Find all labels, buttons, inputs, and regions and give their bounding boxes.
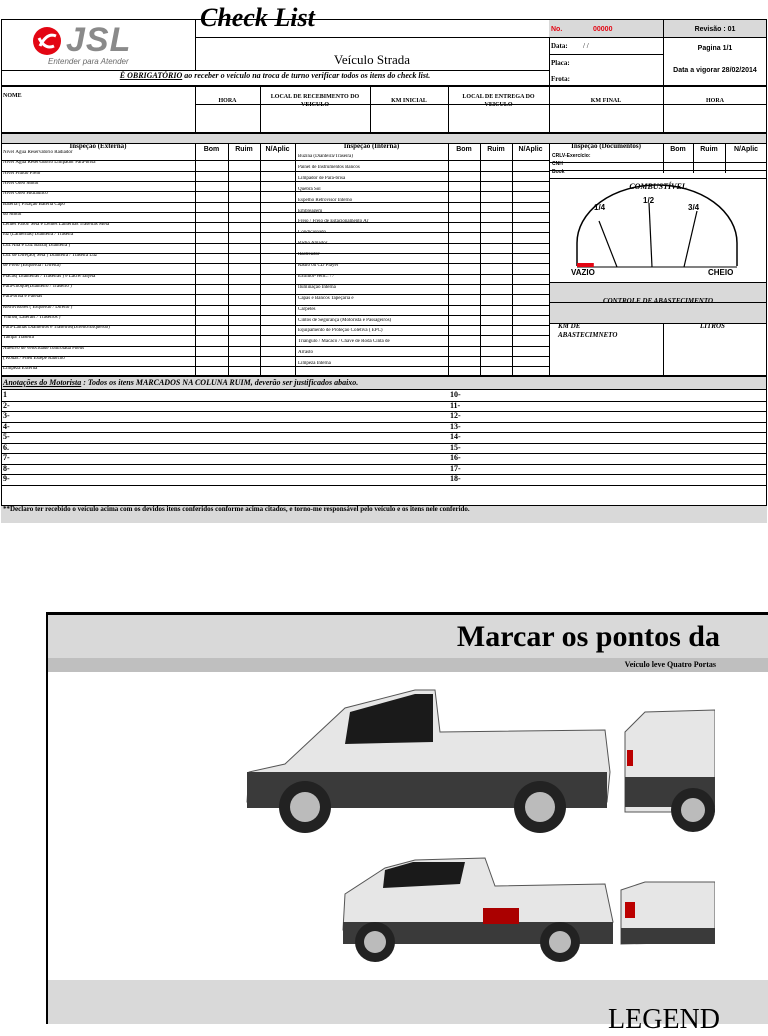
valid-date: Data a vigorar 28/02/2014 bbox=[673, 67, 757, 74]
note-line[interactable]: 17- bbox=[450, 463, 461, 473]
external-item: Para-choque(Dianteiro / Traseiro ) bbox=[3, 283, 72, 289]
external-item: Nível Água Reservatório Limpador Para-brisa bbox=[3, 160, 96, 166]
external-item: Tampa Traseira bbox=[3, 335, 34, 341]
note-line[interactable]: 18- bbox=[450, 474, 461, 483]
doc-na-header: N/Aplic bbox=[733, 146, 759, 153]
external-item: Retrovisores ( Esquerdo / Direito ) bbox=[3, 304, 73, 310]
internal-item: Rastreador bbox=[298, 252, 320, 258]
note-line[interactable]: 15- bbox=[450, 442, 461, 452]
external-inspection-header: Inspeção (Externa) bbox=[69, 142, 127, 150]
fleet-label: Frota: bbox=[551, 75, 570, 83]
internal-item: Triângulo / Macaco / Chave de Roda Cinta de bbox=[298, 339, 390, 345]
external-item: Luz Alta e Luz Baixa( Dianteira ) bbox=[3, 242, 71, 248]
page-number: Pagina 1/1 bbox=[697, 45, 733, 52]
driver-notes-title: Anotações do Motorista : Todos os itens MARCADOS NA COLUNA RUIM, deverão ser justificados abaixo. bbox=[3, 378, 359, 387]
note-line[interactable]: 12- bbox=[450, 411, 461, 420]
external-item: Vidros( Laterais / Traseiros ) bbox=[3, 314, 61, 320]
declaration-text: **Declaro ter recebido o veículo acima com os devidos itens conferidos conforme acima citados, e torno-me responsável pelo veículo e os itens nele conferido. bbox=[3, 505, 470, 513]
revision: Revisão : 01 bbox=[694, 26, 736, 33]
note-line[interactable]: 16- bbox=[450, 453, 461, 462]
internal-item: Espelho Retrovisor Interno bbox=[298, 197, 353, 203]
document-item: CNH bbox=[552, 161, 563, 167]
internal-item: Embreagem bbox=[298, 208, 323, 214]
fuel-title: COMBUSTÍVEL bbox=[629, 182, 687, 191]
fuel-three-quarter-label: 3/4 bbox=[688, 203, 700, 212]
internal-item: Capas e Bancos Tapeçaria e bbox=[298, 295, 354, 301]
external-item: Nível Água Reservatório Radiador bbox=[3, 150, 73, 155]
note-line[interactable]: 6. bbox=[3, 442, 9, 452]
date-label: Data: bbox=[551, 42, 568, 50]
internal-item: Freio / Freio de Estacionamento Ar bbox=[298, 219, 369, 225]
fuel-gauge bbox=[549, 181, 767, 282]
internal-item: Carpetes bbox=[298, 306, 316, 312]
external-item: Placas( Dianteiras / Traseiras ) e Lacre/Tarjeta bbox=[3, 273, 96, 279]
note-line[interactable]: 11- bbox=[450, 400, 461, 410]
legend-title: LEGEND bbox=[608, 1004, 720, 1035]
company-logo: JSL Entender para Atender bbox=[30, 22, 160, 66]
external-item: Luz de Direção( Seta ) Dianteira / Traseira Luz bbox=[3, 253, 98, 258]
external-item: Limpeza Externa bbox=[3, 366, 38, 372]
external-item: Adesivo de velocidade controlada Pneus bbox=[3, 345, 85, 351]
note-line[interactable]: 9- bbox=[3, 474, 10, 483]
internal-item: Arrasto bbox=[298, 350, 313, 356]
vehicle-model: Veículo Strada bbox=[333, 52, 411, 67]
external-item: Nível Óleo Hidráulico bbox=[3, 191, 48, 197]
note-line[interactable]: 13- bbox=[450, 421, 461, 431]
internal-item: Limpeza Interna bbox=[298, 361, 331, 367]
internal-item: Rádio Amador bbox=[298, 241, 328, 247]
fuel-gauge-arc-icon bbox=[549, 181, 767, 282]
number-label: No. bbox=[551, 26, 563, 33]
external-item: Para-Lamas Dianteiros e Traseiros(Direito/Esquerdo) bbox=[3, 325, 110, 331]
note-line[interactable]: 4- bbox=[3, 421, 10, 431]
pickup-location-label: LOCAL DE RECEBIMENTO DO VEICULO bbox=[270, 94, 360, 108]
ext-bad-header: Ruim bbox=[235, 146, 253, 153]
external-item: Para-brisa e Paletas bbox=[3, 294, 43, 300]
final-km-label: KM FINAL bbox=[590, 98, 622, 104]
internal-item: Rádio ou CD Player bbox=[298, 263, 339, 268]
internal-item: Quebra Sol bbox=[298, 186, 321, 192]
name-field[interactable] bbox=[2, 105, 194, 132]
external-item: Nível Óleo Motor bbox=[3, 180, 39, 186]
internal-item: Iluminação Interna bbox=[298, 284, 336, 290]
pickup-side-view-icon bbox=[225, 672, 715, 980]
name-label: NOME bbox=[3, 93, 22, 99]
refuel-liters-label: LITROS bbox=[700, 322, 725, 330]
internal-item: Cintos de Segurança (Motorista e Passageiros) bbox=[298, 317, 392, 323]
mandatory-notice: É OBRIGATÓRIO ao receber o veículo na troca de turno verificar todos os itens do check list. bbox=[119, 71, 431, 80]
time-label-2: HORA bbox=[706, 98, 724, 104]
ext-good-header: Bom bbox=[203, 146, 220, 153]
plate-label: Placa: bbox=[551, 59, 570, 67]
fuel-full-label: CHEIO bbox=[708, 268, 734, 277]
fuel-half-label: 1/2 bbox=[643, 196, 655, 205]
int-good-header: Bom bbox=[456, 146, 472, 153]
int-na-header: N/Aplic bbox=[518, 146, 543, 153]
note-line[interactable]: 7- bbox=[3, 453, 10, 462]
int-bad-header: Ruim bbox=[487, 146, 505, 153]
note-line[interactable]: 2- bbox=[3, 400, 10, 410]
external-item: ( Rodas / Pneu Estepe Rabicho bbox=[3, 356, 65, 361]
note-line[interactable]: 1 bbox=[3, 390, 7, 399]
note-line[interactable]: 5- bbox=[3, 432, 10, 441]
checklist-title: Check List bbox=[200, 3, 315, 32]
internal-item: Equipamento de Proteção Coletiva ( EPC) bbox=[298, 328, 383, 334]
external-item: Bateria ( Fixação Bateria Capô bbox=[3, 201, 65, 207]
initial-km-label: KM INICIAL bbox=[391, 98, 427, 104]
refuel-km-label: KM DE ABASTECIMNETO bbox=[558, 322, 618, 339]
external-item: de Freio (Esquerda / Direita) bbox=[3, 263, 61, 269]
internal-item: Condicionado bbox=[298, 230, 327, 236]
dropoff-location-label: LOCAL DE ENTREGA DO VEICULO bbox=[462, 94, 535, 108]
time-label: HORA bbox=[218, 98, 237, 104]
external-item: Lentes Farol/ Seta e Lentes Lanternas Traseiras Meia bbox=[3, 222, 110, 228]
fuel-quarter-label: 1/4 bbox=[594, 203, 606, 212]
doc-good-header: Bom bbox=[670, 146, 686, 153]
page2-subtitle: Veículo leve Quatro Portas bbox=[624, 660, 716, 669]
logo-swoosh-icon bbox=[30, 24, 64, 58]
note-line[interactable]: 3- bbox=[3, 411, 10, 420]
external-item: luz (Lanternas) Dianteira / Traseira bbox=[3, 232, 74, 238]
internal-item: Buzina (Dianteira/Traseira) bbox=[298, 154, 353, 159]
note-line[interactable]: 10- bbox=[450, 390, 461, 399]
page2-title: Marcar os pontos da bbox=[456, 620, 720, 653]
date-field[interactable]: / / bbox=[583, 42, 589, 50]
doc-bad-header: Ruim bbox=[700, 146, 718, 153]
document-item: Book bbox=[552, 169, 565, 175]
ext-na-header: N/Aplic bbox=[265, 146, 290, 153]
internal-item: Extintor-Venc.: / / bbox=[298, 273, 334, 279]
internal-item: Limpador de Para-brisa bbox=[298, 175, 346, 181]
internal-inspection-header: Inspeção (Interna) bbox=[343, 142, 400, 150]
document-item: CRLV-Exercício: bbox=[552, 153, 591, 159]
refuel-control-title: CONTROLE DE ABASTECIMENTO bbox=[602, 297, 714, 305]
vehicle-diagram-area[interactable] bbox=[225, 672, 715, 980]
documents-inspection-header: Inspeção (Documentos) bbox=[571, 142, 641, 150]
number-value: 00000 bbox=[593, 26, 613, 33]
note-line[interactable]: 8- bbox=[3, 463, 10, 473]
fuel-empty-label: VAZIO bbox=[571, 268, 595, 277]
note-line[interactable]: 14- bbox=[450, 432, 461, 441]
internal-item: Painel de Instrumentos Bancos bbox=[298, 164, 360, 170]
external-item: Nível Fluído Freio bbox=[3, 170, 41, 176]
external-item: do Motor bbox=[3, 211, 22, 217]
